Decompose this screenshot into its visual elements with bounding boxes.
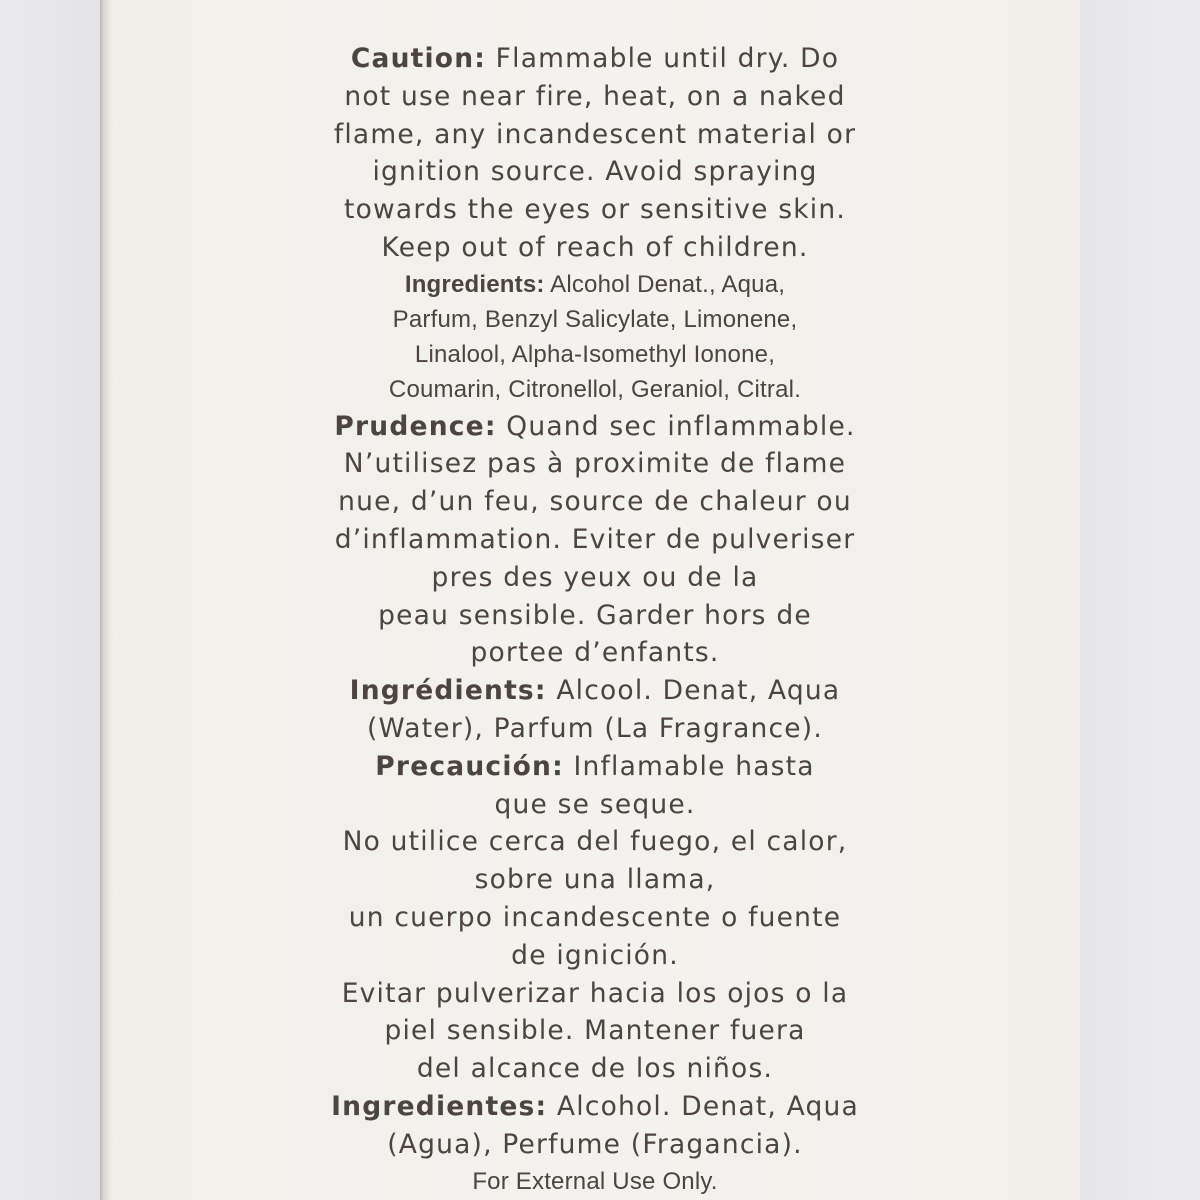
- caution-line-3: flame, any incandescent material or: [333, 118, 857, 150]
- prudence-line-7: portee d’enfants.: [470, 637, 720, 669]
- caution-line-6: Keep out of reach of children.: [381, 231, 809, 263]
- ingredients-en-line-3: Linalool, Alpha-Isomethyl Ionone,: [414, 341, 776, 369]
- package-edge: [100, 0, 116, 1200]
- caution-text-1: Flammable until dry. Do: [486, 43, 840, 74]
- ingredients-en-text-1: Alcohol Denat., Aqua,: [544, 270, 786, 298]
- ingredients-fr-section: [305, 672, 885, 748]
- warning-label: [305, 40, 885, 1199]
- prudence-text-1: Quand sec inflammable.: [496, 410, 856, 442]
- caution-line-5: towards the eyes or sensitive skin.: [344, 194, 846, 226]
- prudence-section: [305, 408, 885, 673]
- precaucion-line-8: piel sensible. Mantener fuera: [384, 1015, 806, 1047]
- precaucion-line-5: un cuerpo incandescente o fuente: [348, 901, 842, 933]
- ingredients-fr-line-2: (Water), Parfum (La Fragrance).: [367, 712, 823, 744]
- prudence-line-1: [305, 408, 885, 446]
- caution-line-1: [305, 40, 885, 78]
- prudence-line-2: N’utilisez pas à proximite de flame: [343, 448, 847, 480]
- precaucion-line-2: que se seque.: [494, 788, 696, 820]
- ingredients-en-section: [305, 267, 885, 408]
- ingredientes-es-line-1: [305, 1088, 885, 1126]
- caution-line-4: ignition source. Avoid spraying: [372, 156, 818, 188]
- ingredients-en-heading: Ingredients:: [404, 270, 545, 298]
- ingredients-fr-text-1: Alcool. Denat, Aqua: [546, 675, 841, 707]
- caution-section: [305, 40, 885, 267]
- right-background: [1080, 0, 1200, 1200]
- ingredientes-es-section: [305, 1088, 885, 1164]
- ingredients-en-line-2: Parfum, Benzyl Salicylate, Limonene,: [392, 305, 798, 333]
- ingredients-fr-line-1: [305, 672, 885, 710]
- precaucion-line-6: de ignición.: [511, 939, 679, 971]
- prudence-line-6: peau sensible. Garder hors de: [378, 599, 812, 631]
- precaucion-heading: Precaución:: [375, 750, 564, 782]
- caution-heading: Caution:: [350, 43, 487, 74]
- caution-line-2: not use near fire, heat, on a naked: [344, 80, 846, 112]
- ingredientes-es-line-2: (Agua), Perfume (Fragancia).: [387, 1128, 803, 1160]
- precaucion-section: [305, 748, 885, 1088]
- ingredientes-es-text-1: Alcohol. Denat, Aqua: [547, 1090, 859, 1122]
- prudence-heading: Prudence:: [334, 410, 497, 442]
- precaucion-line-4: sobre una llama,: [474, 864, 716, 896]
- precaucion-line-3: No utilice cerca del fuego, el calor,: [342, 826, 848, 858]
- precaucion-line-1: [305, 748, 885, 786]
- ingredientes-es-heading: Ingredientes:: [331, 1090, 548, 1122]
- prudence-line-3: nue, d’un feu, source de chaleur ou: [338, 486, 852, 518]
- left-background: [0, 0, 100, 1200]
- precaucion-line-7: Evitar pulverizar hacia los ojos o la: [341, 977, 849, 1009]
- prudence-line-5: pres des yeux ou de la: [431, 561, 759, 593]
- ingredients-en-line-1: [305, 267, 885, 302]
- external-use-notice: For External Use Only.: [472, 1167, 718, 1195]
- ingredients-en-line-4: Coumarin, Citronellol, Geraniol, Citral.: [388, 376, 802, 404]
- precaucion-line-9: del alcance de los niños.: [416, 1053, 774, 1085]
- precaucion-text-1: Inflamable hasta: [563, 750, 815, 782]
- ingredients-fr-heading: Ingrédients:: [349, 675, 547, 707]
- prudence-line-4: d’inflammation. Eviter de pulveriser: [334, 523, 856, 555]
